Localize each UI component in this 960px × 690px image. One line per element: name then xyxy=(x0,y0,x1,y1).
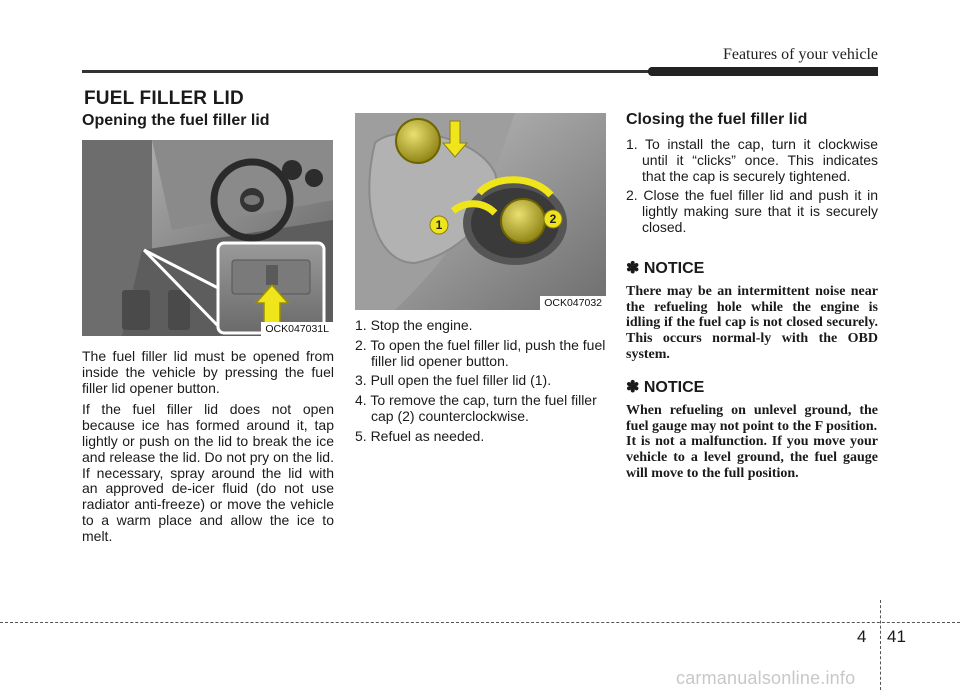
fuel-cap-figure xyxy=(355,113,606,310)
notice-icon: ✽ xyxy=(626,378,640,396)
dashboard-illustration xyxy=(82,140,333,336)
closing-heading: Closing the fuel filler lid xyxy=(626,111,808,128)
opening-steps xyxy=(355,318,607,449)
notice-text: When refueling on unlevel ground, the fuel gauge may not point to the F position. It is not a malfunction. If you move your vehicle to a level ground, the fuel gauge will move to the full position. xyxy=(626,402,878,481)
notice-heading xyxy=(626,258,878,278)
fuel-cap-illustration xyxy=(355,113,606,310)
closing-steps xyxy=(626,137,878,236)
step-item: 5. Refuel as needed. xyxy=(355,427,485,444)
opening-paragraph-2: If the fuel filler lid does not open because ice has formed around it, tap lightly or push on the lid to break the ice and release the lid. Do not pry on the lid. If necessary, spray around the lid with an approved de-icer fluid (do not use radiator anti-freeze) or move the vehicle to a warm place and allow the ice to melt. xyxy=(82,401,334,544)
notice-title: NOTICE xyxy=(643,259,705,277)
header-rule-accent xyxy=(648,67,878,76)
page-number: 41 xyxy=(887,627,906,646)
opening-text xyxy=(82,349,334,545)
opening-heading: Opening the fuel filler lid xyxy=(82,112,270,129)
notice-heading xyxy=(626,377,878,397)
section-title: FUEL FILLER LID xyxy=(84,88,244,109)
dashboard-figure xyxy=(82,140,333,336)
opening-column xyxy=(82,112,334,130)
footer-divider xyxy=(880,600,881,690)
notice-block-1 xyxy=(626,258,878,363)
figure-caption: OCK047032 xyxy=(540,296,606,310)
callout-2: 2 xyxy=(549,212,557,226)
footer-rule xyxy=(0,622,960,623)
callout-1: 1 xyxy=(435,218,443,232)
watermark: carmanualsonline.info xyxy=(676,668,856,688)
step-item: 4. To remove the cap, turn the fuel filler cap (2) counterclockwise. xyxy=(355,392,597,424)
closing-step-item: 2. Close the fuel filler lid and push it in lightly making sure that it is securely closed. xyxy=(626,187,878,235)
closing-step-item: 1. To install the cap, turn it clockwise until it “clicks” once. This indicates that the cap is securely tightened. xyxy=(626,136,878,184)
opening-paragraph-1: The fuel filler lid must be opened from inside the vehicle by pressing the fuel filler lid opener button. xyxy=(82,348,334,396)
notice-title: NOTICE xyxy=(643,378,705,396)
chapter-number: 4 xyxy=(857,627,867,646)
closing-column xyxy=(626,111,878,482)
step-item: 1. Stop the engine. xyxy=(355,317,473,333)
running-header: Features of your vehicle xyxy=(722,46,878,63)
notice-icon: ✽ xyxy=(626,259,640,277)
figure-caption: OCK047031L xyxy=(261,322,333,336)
step-item: 3. Pull open the fuel filler lid (1). xyxy=(355,372,552,389)
notice-block-2 xyxy=(626,377,878,482)
notice-text: There may be an intermittent noise near the refueling hole while the engine is idling if the fuel cap is not closed securely. This occurs normal-ly with the OBD system. xyxy=(626,283,878,362)
step-item: 2. To open the fuel filler lid, push the fuel filler lid opener button. xyxy=(355,336,606,369)
